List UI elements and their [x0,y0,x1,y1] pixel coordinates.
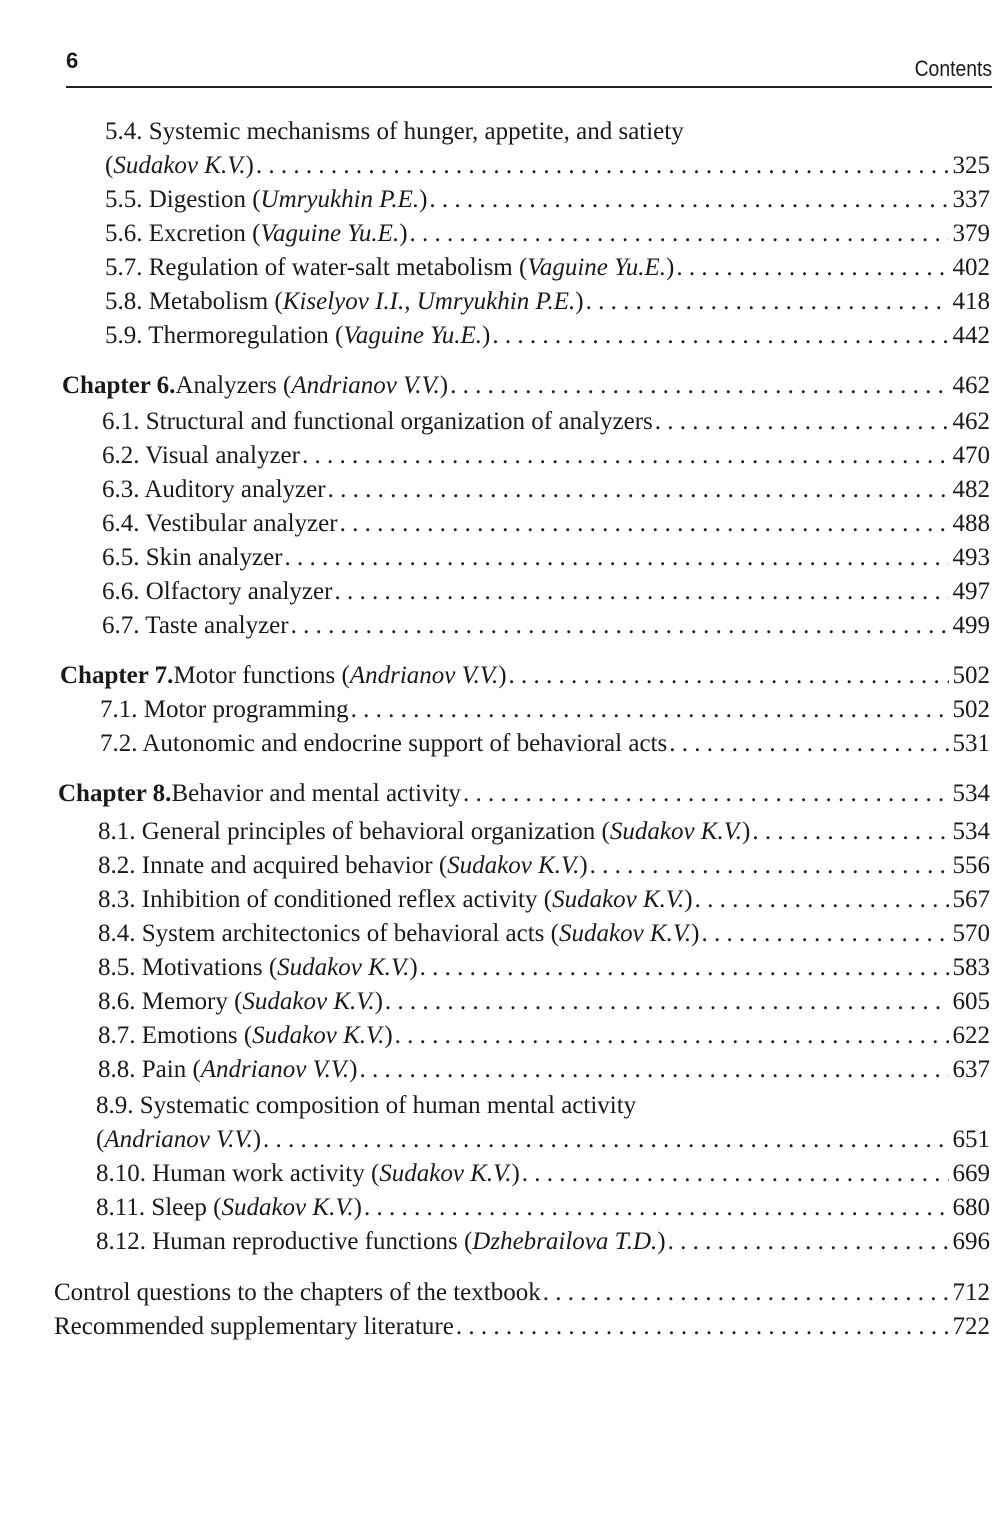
toc-entry [98,951,990,985]
toc-entry-title: 6.4. Vestibular analyzer [102,510,338,537]
toc-entry-title: 5.6. Excretion ( [105,220,261,247]
toc-entry [102,473,990,507]
dot-leader [291,609,949,643]
toc-entry-page: 442 [952,322,990,349]
toc-entry-page: 583 [952,954,990,981]
dot-leader [328,473,949,507]
toc-entry-page: 622 [952,1022,990,1049]
toc-entry-page: 534 [952,818,990,845]
toc-entry [102,405,990,439]
toc-entry [102,439,990,473]
toc-entry-suffix: ) [579,852,588,879]
dot-leader [410,217,949,251]
running-title: Contents [914,56,992,81]
toc-entry-page: 534 [952,780,990,807]
toc-entry-page: 637 [952,1056,990,1083]
toc-entry-page: 418 [952,288,990,315]
toc-entry-author: Sudakov K.V. [447,852,580,879]
dot-leader [669,727,948,761]
toc-entry-title-line: 5.4. Systemic mechanisms of hunger, appetite, and satiety [105,118,684,145]
toc-entry [105,251,990,285]
toc-entry [102,609,990,643]
toc-entry-suffix: ) [439,372,449,399]
toc-entry-author: Andrianov V.V. [349,662,499,689]
dot-leader [360,1053,949,1087]
dot-leader [263,1123,948,1157]
toc-entry-title: 8.2. Innate and acquired behavior ( [98,852,448,879]
chapter-label: Chapter 6. [62,372,176,399]
toc-entry-title: 8.5. Motivations ( [98,954,278,981]
toc-entry-author: Sudakov K.V. [252,1022,385,1049]
dot-leader [450,369,948,403]
toc-backmatter-entry [54,1310,990,1344]
toc-entry-author: Andrianov V.V. [200,1056,350,1083]
dot-leader [395,1019,949,1053]
toc-chapter-entry [58,777,990,811]
toc-entry-page: 493 [952,544,990,571]
toc-entry [105,319,990,353]
toc-entry-page: 462 [952,372,990,399]
toc-entry-title: 6.7. Taste analyzer [102,612,289,639]
toc-entry [96,1089,990,1157]
dot-leader [351,693,949,727]
toc-entry-suffix: ) [245,152,254,179]
toc-entry-suffix: ) [384,1022,393,1049]
toc-entry-page: 605 [952,988,990,1015]
chapter-label: Chapter 7. [60,662,174,689]
toc-entry-page: 696 [952,1228,990,1255]
toc-entry-title: 8.6. Memory ( [98,988,243,1015]
dot-leader [590,849,949,883]
toc-entry-page: 337 [952,186,990,213]
toc-entry-page: 556 [952,852,990,879]
toc-entry-page: 462 [952,408,990,435]
dot-leader [334,575,948,609]
toc-entry-page: 402 [952,254,990,281]
toc-entry-page: 712 [952,1279,990,1306]
dot-leader [420,951,949,985]
toc-entry-title: 8.12. Human reproductive functions ( [96,1228,473,1255]
toc-entry-title: 6.6. Olfactory analyzer [102,578,333,605]
toc-entry-page: 722 [952,1313,990,1340]
dot-leader [752,815,948,849]
toc-entry-suffix: ) [511,1160,520,1187]
toc-entry-title: 5.5. Digestion ( [105,186,261,213]
dot-leader [586,285,949,319]
dot-leader [543,1276,949,1310]
toc-entry [98,917,990,951]
toc-entry-suffix: ) [374,988,383,1015]
toc-entry [96,1157,990,1191]
toc-entry-prefix: ( [105,152,114,179]
toc-entry-suffix: ) [353,1194,362,1221]
dot-leader [456,1310,949,1344]
toc-entry-author: Dzhebrailova T.D. [472,1228,658,1255]
toc-entry-author: Andrianov V.V. [104,1126,253,1153]
toc-entry-page: 502 [952,662,990,689]
toc-entry-suffix: ) [575,288,584,315]
toc-entry-suffix: ) [691,920,700,947]
toc-entry-suffix: ) [657,1228,666,1255]
toc-entry-author: Sudakov K.V. [379,1160,512,1187]
toc-entry-page: 651 [952,1126,990,1153]
toc-entry [98,1053,990,1087]
dot-leader [522,1157,949,1191]
toc-entry-suffix: ) [399,220,408,247]
toc-entry-author: Sudakov K.V. [552,886,685,913]
toc-entry-author: Vaguine Yu.E. [343,322,483,349]
toc-entry [105,217,990,251]
toc-entry-title: 8.3. Inhibition of conditioned reflex activity ( [98,886,553,913]
toc-entry-title: 7.1. Motor programming [100,696,349,723]
toc-entry-author: Andrianov V.V. [291,372,440,399]
toc-chapter-entry [62,369,990,403]
toc-entry [105,183,990,217]
toc-entry [98,985,990,1019]
toc-entry-suffix: ) [498,662,507,689]
toc-entry-title: Analyzers ( [175,372,292,399]
dot-leader [655,405,949,439]
toc-entry-title: 7.2. Autonomic and endocrine support of behavioral acts [100,730,668,757]
dot-leader [340,507,949,541]
toc-entry-page: 497 [952,578,990,605]
running-header [66,46,992,88]
toc-entry-title: 8.1. General principles of behavioral organization ( [98,818,610,845]
toc-entry-title: 6.2. Visual analyzer [102,442,300,469]
toc-entry [100,693,990,727]
toc-entry-page: 482 [952,476,990,503]
toc-entry-page: 669 [952,1160,990,1187]
toc-entry-suffix: ) [409,954,418,981]
toc-entry-title: 5.8. Metabolism ( [105,288,283,315]
toc-entry-author: Kiselyov I.I., Umryukhin P.E. [282,288,576,315]
dot-leader [285,541,949,575]
toc-entry-author: Sudakov K.V. [113,152,246,179]
toc-entry-prefix: ( [96,1126,105,1153]
toc-entry-page: 502 [952,696,990,723]
dot-leader [429,183,948,217]
toc-entry-suffix: ) [482,322,491,349]
toc-entry-title: 6.5. Skin analyzer [102,544,283,571]
toc-entry-page: 570 [952,920,990,947]
dot-leader [509,659,949,693]
toc-entry-title: 5.9. Thermoregulation ( [105,322,344,349]
dot-leader [676,251,948,285]
dot-leader [668,1225,949,1259]
toc-entry-title: Recommended supplementary literature [54,1313,454,1340]
chapter-label: Chapter 8. [58,780,172,807]
toc-entry-title: 8.4. System architectonics of behavioral acts ( [98,920,559,947]
toc-entry-page: 680 [952,1194,990,1221]
toc-entry-title: 5.7. Regulation of water-salt metabolism ( [105,254,528,281]
toc-entry [98,1019,990,1053]
toc-entry-author: Sudakov K.V. [609,818,743,845]
dot-leader [463,777,949,811]
toc-entry-author: Sudakov K.V. [242,988,375,1015]
dot-leader [302,439,949,473]
toc-entry-author: Vaguine Yu.E. [527,254,666,281]
toc-entry [102,541,990,575]
toc-entry-author: Vaguine Yu.E. [260,220,400,247]
toc-entry-page: 470 [952,442,990,469]
dot-leader [695,883,949,917]
toc-entry-title: Control questions to the chapters of the textbook [54,1279,541,1306]
toc-entry-author: Sudakov K.V. [277,954,410,981]
toc-entry-suffix: ) [742,818,751,845]
toc-entry [100,727,990,761]
toc-entry-title: Motor functions ( [173,662,350,689]
toc-entry [98,883,990,917]
toc-entry-page: 567 [952,886,990,913]
dot-leader [492,319,948,353]
dot-leader [701,917,948,951]
toc-entry [96,1225,990,1259]
toc-entry-suffix: ) [666,254,675,281]
toc-backmatter-entry [54,1276,990,1310]
toc-entry-page: 499 [952,612,990,639]
toc-entry-suffix: ) [252,1126,262,1153]
toc-entry-title: 8.7. Emotions ( [98,1022,253,1049]
toc-entry-title: 8.8. Pain ( [98,1056,201,1083]
dot-leader [364,1191,949,1225]
toc-entry-title: 8.10. Human work activity ( [96,1160,380,1187]
toc-entry [105,285,990,319]
toc-entry-page: 531 [952,730,990,757]
toc-entry-title-line: 8.9. Systematic composition of human mental activity [96,1092,637,1119]
toc-entry-author: Sudakov K.V. [558,920,692,947]
toc-entry-page: 379 [952,220,990,247]
toc-entry-author: Umryukhin P.E. [260,186,420,213]
toc-entry [98,849,990,883]
toc-entry [96,1191,990,1225]
toc-entry-suffix: ) [349,1056,358,1083]
toc-entry-page: 325 [952,152,990,179]
toc-entry-page: 488 [952,510,990,537]
toc-entry-suffix: ) [684,886,693,913]
toc-entry [105,115,990,183]
toc-entry-title: Behavior and mental activity [171,780,461,807]
toc-chapter-entry [60,659,990,693]
toc-entry-author: Sudakov K.V. [221,1194,354,1221]
toc-entry [98,815,990,849]
dot-leader [256,149,949,183]
toc-entry [102,507,990,541]
dot-leader [385,985,949,1019]
toc-entry-title: 6.1. Structural and functional organization of analyzers [102,408,653,435]
toc-entry [102,575,990,609]
toc-entry-title: 8.11. Sleep ( [96,1194,222,1221]
page-number: 6 [66,48,79,73]
toc-entry-suffix: ) [419,186,428,213]
toc-entry-title: 6.3. Auditory analyzer [102,476,326,503]
